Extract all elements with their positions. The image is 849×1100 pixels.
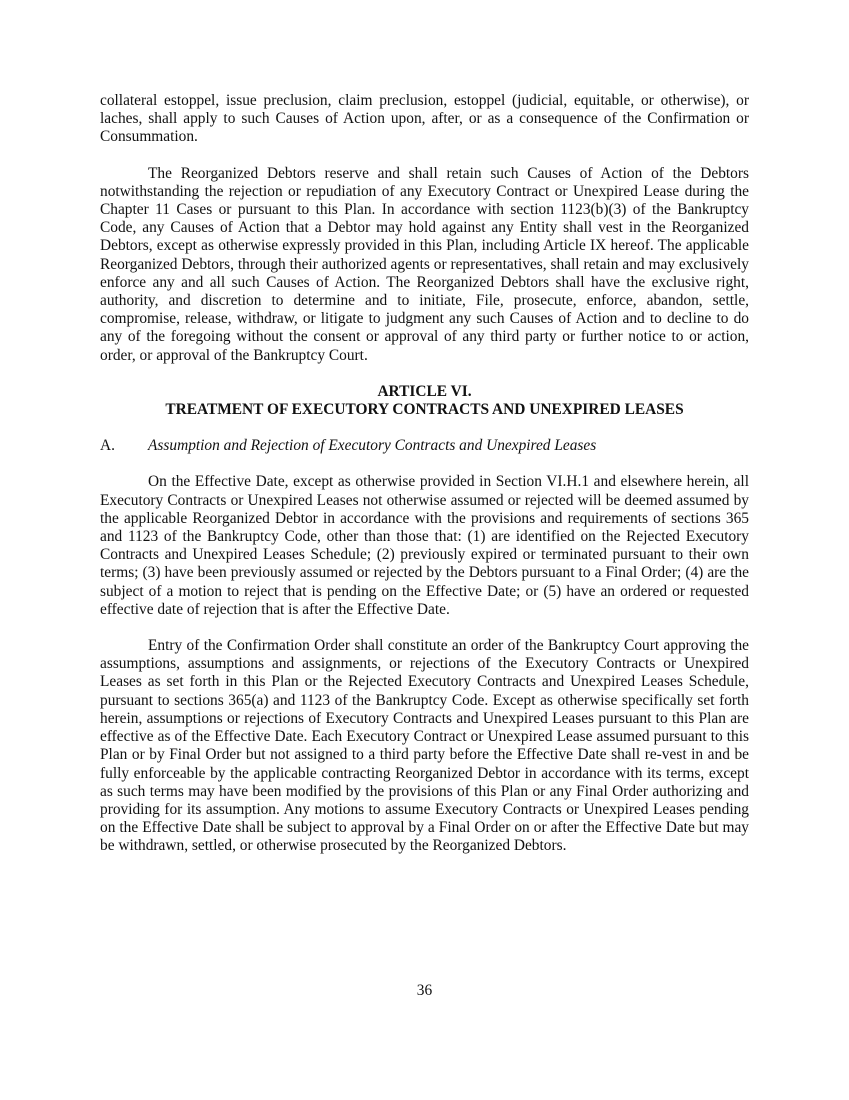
page-number: 36 [416, 982, 433, 999]
paragraph-causes-of-action: The Reorganized Debtors reserve and shall retain such Causes of Action of the Debtors notwithstanding the rejection or repudiation of any Executory Contract or Unexpired Lease during the Chapter 11 Cases or pursuant to this Plan. In accordance with section 1123(b)(3) of the Bankruptcy Code, any Causes of Action that a Debtor may hold against any Entity shall vest in the Reorganized Debtors, except as otherwise expressly provided in this Plan, including Article IX hereof. The applicable Reorganized Debtors, through their authorized agents or representatives, shall retain and may exclusively enforce any and all such Causes of Action. The Reorganized Debtors shall have the exclusive right, authority, and discretion to determine and to initiate, File, prosecute, enforce, abandon, settle, compromise, release, withdraw, or litigate to judgment any such Causes of Action and to decline to do any of the foregoing without the consent or approval of any third party or further notice to or action, order, or approval of the Bankruptcy Court. [100, 164, 749, 364]
article-title: TREATMENT OF EXECUTORY CONTRACTS AND UNEXPIRED LEASES [165, 401, 684, 419]
document-page [100, 92, 749, 856]
paragraph-carryover: collateral estoppel, issue preclusion, claim preclusion, estoppel (judicial, equitable, or otherwise), or laches, shall apply to such Causes of Action upon, after, or as a consequence of the Confirmation or Consummation. [100, 92, 749, 146]
section-letter: A. [100, 437, 115, 455]
article-heading [100, 383, 749, 419]
section-heading [100, 437, 749, 455]
paragraph-confirmation-order: Entry of the Confirmation Order shall constitute an order of the Bankruptcy Court approving the assumptions, assumptions and assignments, or rejections of the Executory Contracts or Unexpired Leases as set forth in this Plan or the Rejected Executory Contracts and Unexpired Leases Schedule, pursuant to sections 365(a) and 1123 of the Bankruptcy Code. Except as otherwise specifically set forth herein, assumptions or rejections of Executory Contracts and Unexpired Leases pursuant to this Plan are effective as of the Effective Date. Each Executory Contract or Unexpired Lease assumed pursuant to this Plan or by Final Order but not assigned to a third party before the Effective Date shall re-vest in and be fully enforceable by the applicable contracting Reorganized Debtor in accordance with its terms, except as such terms may have been modified by the provisions of this Plan or any Final Order authorizing and providing for its assumption. Any motions to assume Executory Contracts or Unexpired Leases pending on the Effective Date shall be subject to approval by a Final Order on or after the Effective Date but may be withdrawn, settled, or otherwise prosecuted by the Reorganized Debtors. [100, 637, 749, 855]
section-title: Assumption and Rejection of Executory Contracts and Unexpired Leases [148, 437, 597, 455]
article-number: ARTICLE VI. [377, 382, 472, 400]
paragraph-effective-date: On the Effective Date, except as otherwise provided in Section VI.H.1 and elsewhere herein, all Executory Contracts or Unexpired Leases not otherwise assumed or rejected will be deemed assumed by the applicable Reorganized Debtor in accordance with the provisions and requirements of sections 365 and 1123 of the Bankruptcy Code, other than those that: (1) are identified on the Rejected Executory Contracts and Unexpired Leases Schedule; (2) previously expired or terminated pursuant to their own terms; (3) have been previously assumed or rejected by the Debtors pursuant to a Final Order; (4) are the subject of a motion to reject that is pending on the Effective Date; or (5) have an ordered or requested effective date of rejection that is after the Effective Date. [100, 473, 749, 618]
